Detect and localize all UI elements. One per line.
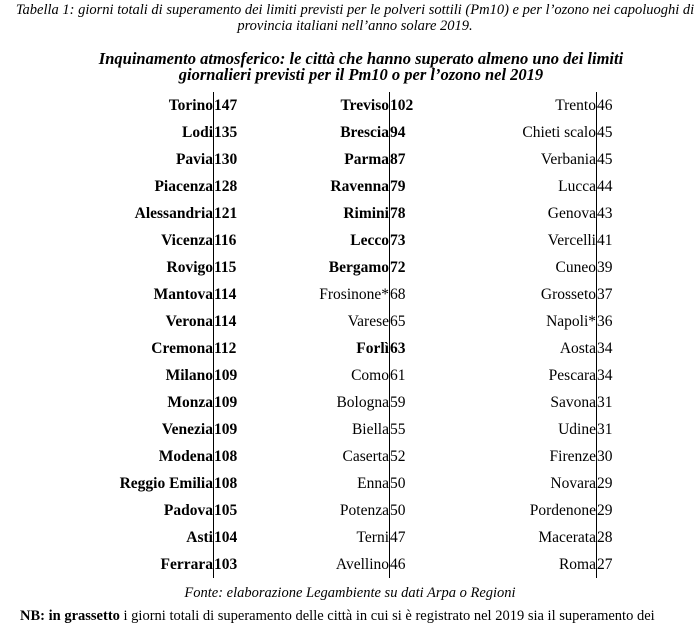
exceedance-days: 47 <box>390 524 450 551</box>
exceedance-days: 52 <box>390 443 450 470</box>
exceedance-days: 65 <box>390 308 450 335</box>
exceedance-days: 104 <box>214 524 268 551</box>
table-caption: Tabella 1: giorni totali di superamento dei limiti previsti per le polveri sottili (Pm10) e per l’ozono nei capoluoghi di provincia italiani nell’anno solare 2019. <box>15 2 695 34</box>
city-name: Reggio Emilia <box>119 474 213 492</box>
exceedance-days: 59 <box>390 389 450 416</box>
table-body <box>96 92 616 578</box>
exceedance-days: 78 <box>390 200 450 227</box>
exceedance-days: 79 <box>390 173 450 200</box>
source-note: Fonte: elaborazione Legambiente su dati Arpa o Regioni <box>184 585 516 601</box>
exceedance-days: 114 <box>214 281 268 308</box>
exceedance-days: 102 <box>390 92 450 119</box>
table-row <box>96 227 616 254</box>
city-name: Padova <box>163 501 213 519</box>
exceedance-days: 41 <box>597 227 617 254</box>
exceedance-days: 72 <box>390 254 450 281</box>
city-name: Monza <box>167 393 213 411</box>
exceedance-days: 31 <box>597 416 617 443</box>
exceedance-days: 108 <box>214 443 268 470</box>
city-name: Varese <box>347 312 389 330</box>
city-name: Verbania <box>540 150 596 168</box>
pollution-table <box>96 92 616 578</box>
exceedance-days: 50 <box>390 497 450 524</box>
exceedance-days: 114 <box>214 308 268 335</box>
table-row <box>96 497 616 524</box>
city-name: Novara <box>550 474 596 492</box>
exceedance-days: 63 <box>390 335 450 362</box>
table-row <box>96 92 616 119</box>
city-name: Modena <box>158 447 213 465</box>
city-name: Aosta <box>559 339 596 357</box>
table-row <box>96 551 616 578</box>
exceedance-days: 108 <box>214 470 268 497</box>
exceedance-days: 116 <box>214 227 268 254</box>
exceedance-days: 121 <box>214 200 268 227</box>
exceedance-days: 103 <box>214 551 268 578</box>
exceedance-days: 68 <box>390 281 450 308</box>
table-title: Inquinamento atmosferico: le città che hanno superato almeno uno dei limiti giornalieri previsti per il Pm10 o per l’ozono nel 2019 <box>98 49 624 84</box>
city-name: Chieti scalo <box>522 123 596 141</box>
exceedance-days: 105 <box>214 497 268 524</box>
city-name: Caserta <box>342 447 389 465</box>
city-name: Roma <box>558 555 596 573</box>
exceedance-days: 55 <box>390 416 450 443</box>
city-name: Ravenna <box>330 177 389 195</box>
table-row <box>96 362 616 389</box>
city-name: Brescia <box>340 123 389 141</box>
city-name: Pordenone <box>529 501 596 519</box>
exceedance-days: 46 <box>390 551 450 578</box>
exceedance-days: 29 <box>597 470 617 497</box>
table-row <box>96 119 616 146</box>
exceedance-days: 94 <box>390 119 450 146</box>
exceedance-days: 34 <box>597 362 617 389</box>
exceedance-days: 29 <box>597 497 617 524</box>
table-row <box>96 146 616 173</box>
exceedance-days: 36 <box>597 308 617 335</box>
city-name: Firenze <box>549 447 596 465</box>
city-name: Lecco <box>350 231 389 249</box>
exceedance-days: 45 <box>597 146 617 173</box>
table-row <box>96 254 616 281</box>
city-name: Lodi <box>181 123 213 141</box>
city-name: Vicenza <box>161 231 213 249</box>
city-name: Avellino <box>335 555 389 573</box>
city-name: Potenza <box>339 501 389 519</box>
exceedance-days: 73 <box>390 227 450 254</box>
city-name: Bologna <box>336 393 389 411</box>
exceedance-days: 31 <box>597 389 617 416</box>
exceedance-days: 87 <box>390 146 450 173</box>
table-row <box>96 443 616 470</box>
exceedance-days: 135 <box>214 119 268 146</box>
city-name: Trento <box>555 96 596 114</box>
city-name: Pavia <box>175 150 213 168</box>
city-name: Pescara <box>548 366 596 384</box>
exceedance-days: 28 <box>597 524 617 551</box>
city-name: Cremona <box>151 339 213 357</box>
exceedance-days: 34 <box>597 335 617 362</box>
city-name: Enna <box>357 474 389 492</box>
footnote <box>20 607 700 625</box>
city-name: Treviso <box>340 96 389 114</box>
exceedance-days: 61 <box>390 362 450 389</box>
exceedance-days: 39 <box>597 254 617 281</box>
city-name: Napoli* <box>546 312 596 330</box>
table-row <box>96 173 616 200</box>
table-row <box>96 416 616 443</box>
city-name: Rovigo <box>166 258 213 276</box>
exceedance-days: 45 <box>597 119 617 146</box>
city-name: Bergamo <box>328 258 389 276</box>
city-name: Parma <box>344 150 389 168</box>
city-name: Forlì <box>356 339 389 357</box>
exceedance-days: 50 <box>390 470 450 497</box>
exceedance-days: 43 <box>597 200 617 227</box>
city-name: Frosinone* <box>319 285 389 303</box>
city-name: Como <box>351 366 389 384</box>
city-name: Rimini <box>343 204 389 222</box>
city-name: Ferrara <box>160 555 213 573</box>
city-name: Savona <box>550 393 596 411</box>
exceedance-days: 109 <box>214 416 268 443</box>
table-row <box>96 524 616 551</box>
city-name: Genova <box>547 204 596 222</box>
city-name: Udine <box>558 420 596 438</box>
exceedance-days: 37 <box>597 281 617 308</box>
city-name: Macerata <box>538 528 596 546</box>
table-row <box>96 335 616 362</box>
footnote-text: i giorni totali di superamento delle città in cui si è registrato nel 2019 sia il superamento dei <box>123 608 655 624</box>
exceedance-days: 147 <box>214 92 268 119</box>
city-name: Milano <box>165 366 213 384</box>
exceedance-days: 112 <box>214 335 268 362</box>
city-name: Biella <box>351 420 389 438</box>
exceedance-days: 46 <box>597 92 617 119</box>
city-name: Mantova <box>153 285 213 303</box>
exceedance-days: 44 <box>597 173 617 200</box>
table-row <box>96 281 616 308</box>
table-row <box>96 470 616 497</box>
city-name: Lucca <box>558 177 596 195</box>
city-name: Torino <box>168 96 213 114</box>
city-name: Terni <box>356 528 389 546</box>
exceedance-days: 115 <box>214 254 268 281</box>
city-name: Piacenza <box>154 177 213 195</box>
city-name: Alessandria <box>134 204 213 222</box>
city-name: Cuneo <box>555 258 596 276</box>
exceedance-days: 109 <box>214 389 268 416</box>
city-name: Verona <box>165 312 213 330</box>
city-name: Grosseto <box>540 285 596 303</box>
table-row <box>96 389 616 416</box>
exceedance-days: 30 <box>597 443 617 470</box>
exceedance-days: 109 <box>214 362 268 389</box>
footnote-bold-text: in grassetto <box>48 608 120 624</box>
city-name: Vercelli <box>547 231 596 249</box>
exceedance-days: 130 <box>214 146 268 173</box>
exceedance-days: 128 <box>214 173 268 200</box>
table-row <box>96 200 616 227</box>
exceedance-days: 27 <box>597 551 617 578</box>
city-name: Asti <box>186 528 213 546</box>
city-name: Venezia <box>161 420 213 438</box>
footnote-label: NB: <box>20 608 45 624</box>
table-row <box>96 308 616 335</box>
